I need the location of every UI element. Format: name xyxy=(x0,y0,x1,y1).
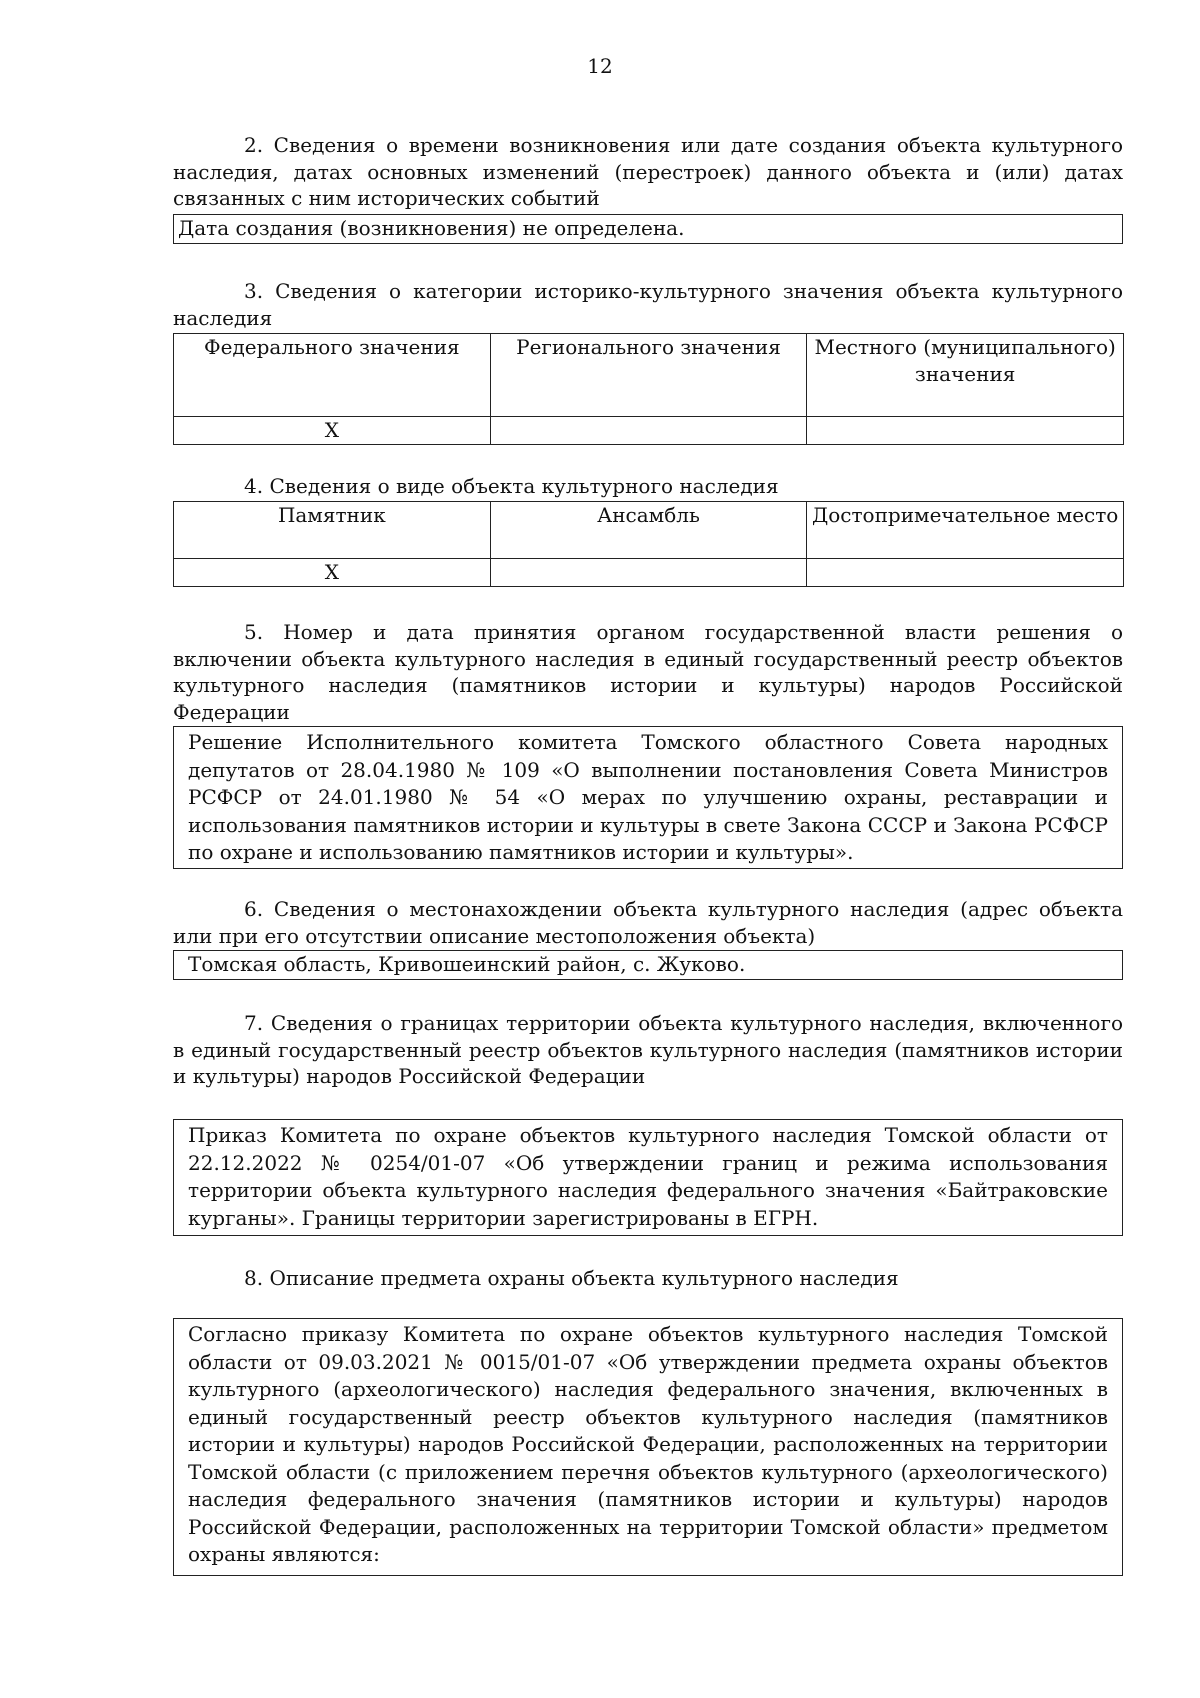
type-table xyxy=(173,501,1124,587)
type-ensemble-mark xyxy=(490,559,807,587)
type-mark-row xyxy=(174,559,1124,587)
section-6-value-box: Томская область, Кривошеинский район, с. Жуково. xyxy=(173,950,1123,980)
type-landmark-header: Достопримечательное место xyxy=(807,502,1124,559)
type-landmark-mark xyxy=(807,559,1124,587)
page-number: 12 xyxy=(587,54,613,78)
section-5-heading: 5. Номер и дата принятия органом государственной власти решения о включении объекта культурного наследия в единый государственный реестр объектов культурного наследия (памятников истории и культуры) народов Российской Федерации xyxy=(173,620,1123,724)
category-regional-mark xyxy=(490,417,807,445)
section-7 xyxy=(173,1010,1123,1090)
category-federal-mark: X xyxy=(174,417,491,445)
section-7-heading: 7. Сведения о границах территории объекта культурного наследия, включенного в единый государственный реестр объектов культурного наследия (памятников истории и культуры) народов Российской Федерации xyxy=(173,1011,1123,1088)
type-monument-mark: X xyxy=(174,559,491,587)
type-ensemble-header: Ансамбль xyxy=(490,502,807,559)
category-local-mark xyxy=(807,417,1124,445)
section-2 xyxy=(173,132,1123,212)
category-federal-header: Федерального значения xyxy=(174,334,491,417)
type-monument-header: Памятник xyxy=(174,502,491,559)
section-7-value-box: Приказ Комитета по охране объектов культурного наследия Томской области от 22.12.2022 № 0254/01-07 «Об утверждении границ и режима использования территории объекта культурного наследия федерального значения «Байтраковские курганы». Границы территории зарегистрированы в ЕГРН. xyxy=(173,1119,1123,1236)
section-2-heading: 2. Сведения о времени возникновения или дате создания объекта культурного наследия, датах основных изменений (перестроек) данного объекта и (или) датах связанных с ним исторических событий xyxy=(173,133,1123,210)
section-8-value-box: Согласно приказу Комитета по охране объектов культурного наследия Томской области от 09.03.2021 № 0015/01-07 «Об утверждении предмета охраны объектов культурного (археологического) наследия федерального значения, включенных в единый государственный реестр объектов культурного наследия (памятников истории и культуры) народов Российской Федерации, расположенных на территории Томской области (с приложением перечня объектов культурного (археологического) наследия федерального значения (памятников истории и культуры) народов Российской Федерации, расположенных на территории Томской области» предметом охраны являются: xyxy=(173,1318,1123,1576)
section-3-heading: 3. Сведения о категории историко-культурного значения объекта культурного наследия xyxy=(173,279,1123,330)
section-6 xyxy=(173,896,1123,949)
category-header-row xyxy=(174,334,1124,417)
section-8-heading: 8. Описание предмета охраны объекта культурного наследия xyxy=(244,1266,899,1290)
section-4-heading: 4. Сведения о виде объекта культурного наследия xyxy=(244,474,779,498)
section-6-heading: 6. Сведения о местонахождении объекта культурного наследия (адрес объекта или при его отсутствии описание местоположения объекта) xyxy=(173,897,1123,948)
category-regional-header: Регионального значения xyxy=(490,334,807,417)
section-4 xyxy=(173,473,1123,500)
section-2-value-box: Дата создания (возникновения) не определена. xyxy=(173,214,1123,244)
category-table xyxy=(173,333,1124,445)
type-header-row xyxy=(174,502,1124,559)
section-5-value-box: Решение Исполнительного комитета Томского областного Совета народных депутатов от 28.04.1980 № 109 «О выполнении постановления Совета Министров РСФСР от 24.01.1980 № 54 «О мерах по улучшению охраны, реставрации и использования памятников истории и культуры в свете Закона СССР и Закона РСФСР по охране и использованию памятников истории и культуры». xyxy=(173,726,1123,869)
category-local-header: Местного (муниципального) значения xyxy=(807,334,1124,417)
section-3 xyxy=(173,278,1123,331)
section-5 xyxy=(173,619,1123,725)
category-mark-row xyxy=(174,417,1124,445)
section-8 xyxy=(173,1265,1123,1292)
